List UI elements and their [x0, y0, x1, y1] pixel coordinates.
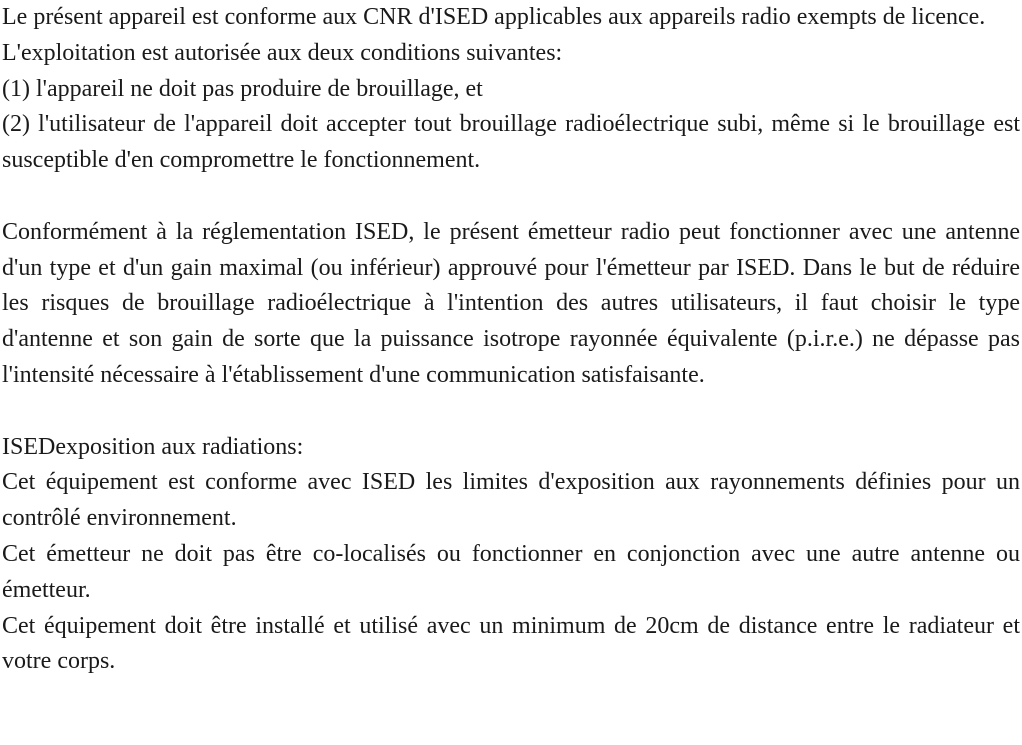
radiation-exposure-heading: ISEDexposition aux radiations:	[2, 433, 304, 460]
antenna-regulation-paragraph: Conformément à la réglementation ISED, le présent émetteur radio peut fonctionner avec une antenne d'un type et d'un gain maximal (ou inférieur) approuvé pour l'émetteur par ISED. Dans le but de réduire les risques de brouillage radioélectrique à l'intention des autres utilisateurs, il faut choisir le type d'antenne et son gain de sorte que la puissance isotrope rayonnée équivalente (p.i.r.e.) ne dépasse pas l'intensité nécessaire à l'établissement d'une communication satisfaisante.	[2, 218, 1020, 388]
minimum-distance-paragraph: Cet équipement doit être installé et utilisé avec un minimum de 20cm de distance entre le radiateur et votre corps.	[2, 612, 1020, 675]
paragraph-spacer	[2, 179, 1020, 215]
condition-1: (1) l'appareil ne doit pas produire de brouillage, et	[2, 75, 483, 102]
condition-2: (2) l'utilisateur de l'appareil doit accepter tout brouillage radioélectrique subi, même si le brouillage est susceptible d'en compromettre le fonctionnement.	[2, 111, 1020, 174]
paragraph-spacer	[2, 394, 1020, 430]
conditions-intro: L'exploitation est autorisée aux deux conditions suivantes:	[2, 39, 563, 66]
exposure-limits-paragraph: Cet équipement est conforme avec ISED les limites d'exposition aux rayonnements définies pour un contrôlé environnement.	[2, 469, 1020, 532]
licence-exempt-paragraph: Le présent appareil est conforme aux CNR d'ISED applicables aux appareils radio exempts de licence.	[2, 4, 986, 30]
colocation-paragraph: Cet émetteur ne doit pas être co-localisés ou fonctionner en conjonction avec une autre antenne ou émetteur.	[2, 540, 1020, 603]
